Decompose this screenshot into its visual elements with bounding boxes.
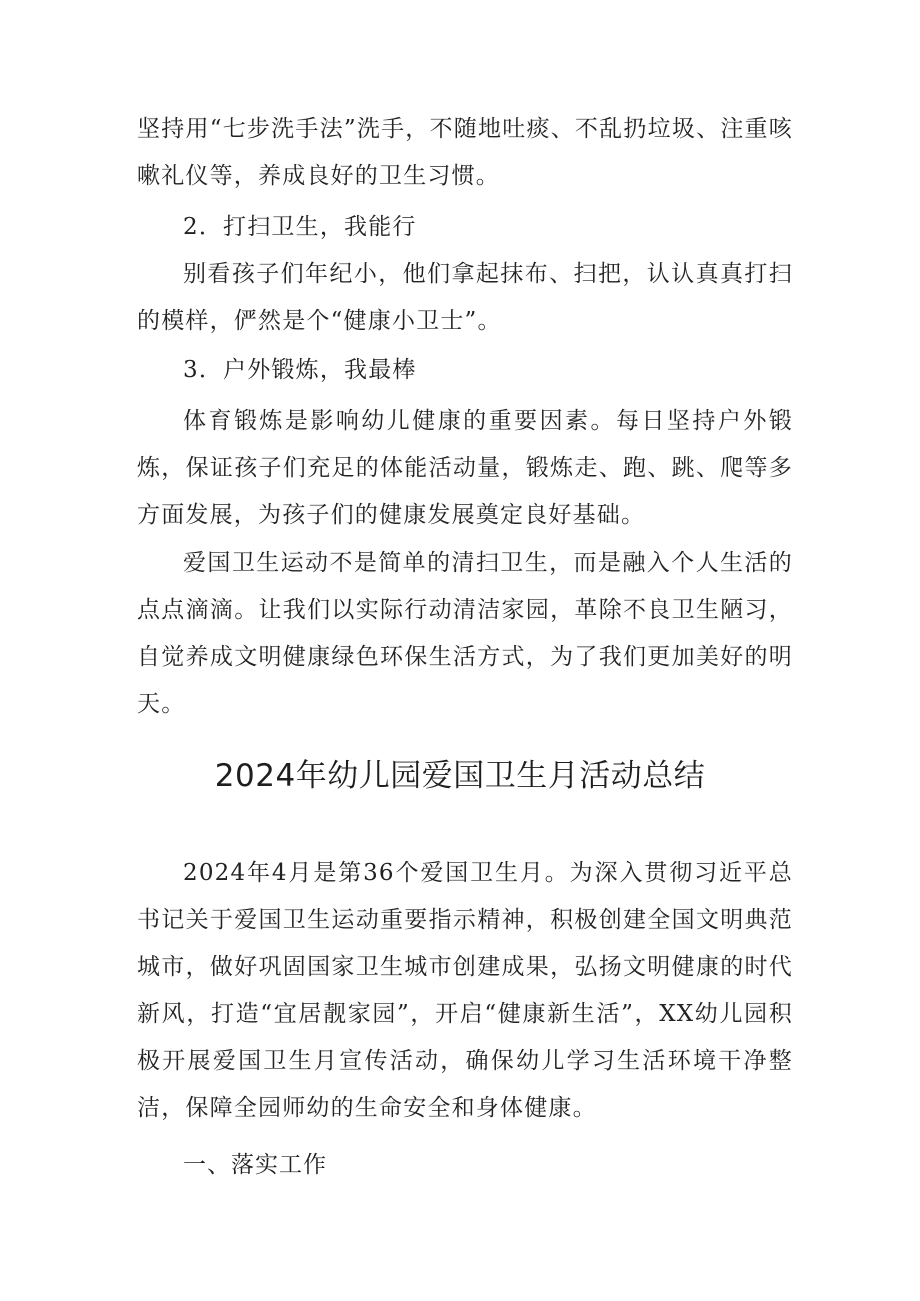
intro-paragraph: 2024年4月是第36个爱国卫生月。为深入贯彻习近平总书记关于爱国卫生运动重要指示精神，积极创建全国文明典范城市，做好巩固国家卫生城市创建成果，弘扬文明健康的时代新风，打造“宜居靓家园”，开启“健康新生活”，XX幼儿园积极开展爱国卫生月宣传活动，确保幼儿学习生活环境干净整洁，保障全园师幼的生命安全和身体健康。	[137, 860, 793, 1121]
hygiene-habits-paragraph: 坚持用“七步洗手法”洗手，不随地吐痰、不乱扔垃圾、注重咳嗽礼仪等，养成良好的卫生习惯。	[137, 116, 793, 189]
section-1-heading: 一、落实工作	[183, 1152, 327, 1178]
item-2-heading: 2．打扫卫生，我能行	[183, 214, 417, 240]
closing-paragraph: 爱国卫生运动不是简单的清扫卫生，而是融入个人生活的点点滴滴。让我们以实际行动清洁家园，革除不良卫生陋习，自觉养成文明健康绿色环保生活方式，为了我们更加美好的明天。	[137, 550, 793, 717]
item-3-paragraph: 体育锻炼是影响幼儿健康的重要因素。每日坚持户外锻炼，保证孩子们充足的体能活动量，锻炼走、跑、跳、爬等多方面发展，为孩子们的健康发展奠定良好基础。	[137, 408, 793, 528]
item-2-paragraph: 别看孩子们年纪小，他们拿起抹布、扫把，认认真真打扫的模样，俨然是个“健康小卫士”。	[137, 261, 793, 334]
document-title: 2024年幼儿园爱国卫生月活动总结	[214, 758, 706, 794]
item-3-heading: 3．户外锻炼，我最棒	[183, 357, 417, 383]
